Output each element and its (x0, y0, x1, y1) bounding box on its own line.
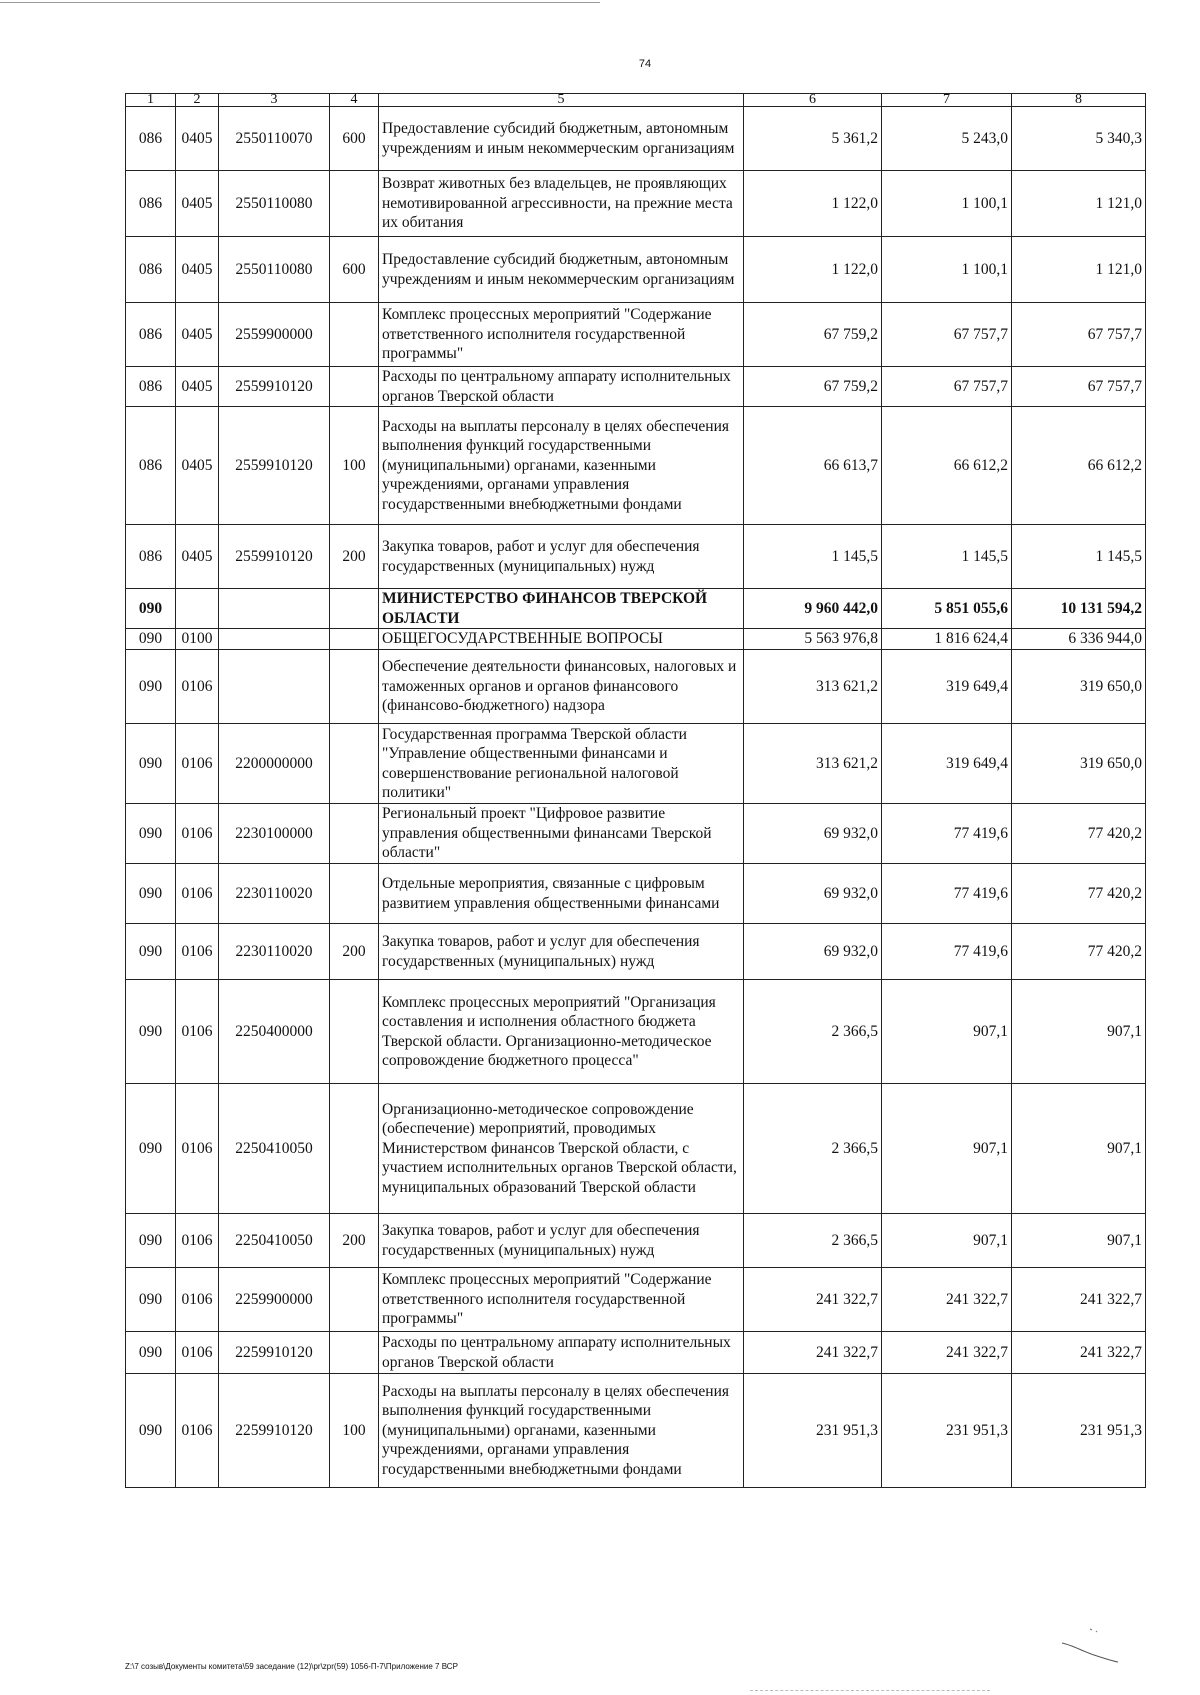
expense-type-cell (330, 650, 379, 724)
table-row (126, 864, 1146, 924)
header-col-1: 1 (126, 94, 176, 107)
amount-col-7-cell: 319 649,4 (882, 650, 1012, 724)
table-row (126, 1084, 1146, 1214)
expense-type-cell: 600 (330, 237, 379, 303)
description-cell: Расходы на выплаты персоналу в целях обеспечения выполнения функций государственными (муниципальными) органами, казенными учреждениями, органами управления государственными внебюджетными фондами (379, 1374, 744, 1488)
section-code-cell (176, 589, 219, 629)
amount-col-7-cell: 907,1 (882, 1214, 1012, 1268)
kvsr-code-cell: 090 (126, 1374, 176, 1488)
description-cell: Предоставление субсидий бюджетным, автономным учреждениям и иным некоммерческим организациям (379, 237, 744, 303)
amount-col-6-cell: 67 759,2 (744, 367, 882, 407)
amount-col-7-cell: 231 951,3 (882, 1374, 1012, 1488)
table-row (126, 303, 1146, 367)
target-article-cell: 2550110080 (219, 171, 330, 237)
amount-col-6-cell: 1 122,0 (744, 171, 882, 237)
section-code-cell: 0106 (176, 864, 219, 924)
kvsr-code-cell: 090 (126, 724, 176, 804)
expense-type-cell (330, 1268, 379, 1332)
amount-col-7-cell: 241 322,7 (882, 1268, 1012, 1332)
amount-col-8-cell: 907,1 (1012, 1084, 1146, 1214)
kvsr-code-cell: 086 (126, 171, 176, 237)
amount-col-7-cell: 907,1 (882, 1084, 1012, 1214)
kvsr-code-cell: 090 (126, 1268, 176, 1332)
expense-type-cell: 200 (330, 1214, 379, 1268)
table-row (126, 629, 1146, 650)
table-header-row (126, 94, 1146, 107)
amount-col-6-cell: 67 759,2 (744, 303, 882, 367)
target-article-cell: 2230110020 (219, 924, 330, 980)
target-article-cell: 2550110070 (219, 107, 330, 171)
kvsr-code-cell: 086 (126, 367, 176, 407)
description-cell: Отдельные мероприятия, связанные с цифровым развитием управления общественными финансами (379, 864, 744, 924)
expense-type-cell: 100 (330, 407, 379, 525)
table-row (126, 589, 1146, 629)
table-row (126, 1332, 1146, 1374)
amount-col-8-cell: 66 612,2 (1012, 407, 1146, 525)
section-code-cell: 0405 (176, 171, 219, 237)
kvsr-code-cell: 090 (126, 924, 176, 980)
scan-bottom-rule (750, 1690, 990, 1691)
amount-col-7-cell: 1 816 624,4 (882, 629, 1012, 650)
amount-col-7-cell: 319 649,4 (882, 724, 1012, 804)
amount-col-7-cell: 1 100,1 (882, 237, 1012, 303)
amount-col-8-cell: 907,1 (1012, 1214, 1146, 1268)
target-article-cell (219, 629, 330, 650)
amount-col-6-cell: 241 322,7 (744, 1268, 882, 1332)
description-cell: Предоставление субсидий бюджетным, автономным учреждениям и иным некоммерческим организациям (379, 107, 744, 171)
amount-col-6-cell: 2 366,5 (744, 1084, 882, 1214)
amount-col-8-cell: 67 757,7 (1012, 303, 1146, 367)
description-cell: Закупка товаров, работ и услуг для обеспечения государственных (муниципальных) нужд (379, 1214, 744, 1268)
table-row (126, 724, 1146, 804)
amount-col-6-cell: 69 932,0 (744, 864, 882, 924)
description-cell: Расходы на выплаты персоналу в целях обеспечения выполнения функций государственными (муниципальными) органами, казенными учреждениями, органами управления государственными внебюджетными фондами (379, 407, 744, 525)
header-col-4: 4 (330, 94, 379, 107)
description-cell: Комплекс процессных мероприятий "Содержание ответственного исполнителя государственной программы" (379, 303, 744, 367)
target-article-cell (219, 650, 330, 724)
description-cell: Комплекс процессных мероприятий "Организация составления и исполнения областного бюджета Тверской области. Организационно-методическое сопровождение бюджетного процесса" (379, 980, 744, 1084)
description-cell: ОБЩЕГОСУДАРСТВЕННЫЕ ВОПРОСЫ (379, 629, 744, 650)
description-cell: Расходы по центральному аппарату исполнительных органов Тверской области (379, 1332, 744, 1374)
section-code-cell: 0106 (176, 1214, 219, 1268)
amount-col-7-cell: 5 243,0 (882, 107, 1012, 171)
header-col-2: 2 (176, 94, 219, 107)
amount-col-8-cell: 1 121,0 (1012, 171, 1146, 237)
expense-type-cell: 100 (330, 1374, 379, 1488)
expense-type-cell (330, 367, 379, 407)
target-article-cell: 2250410050 (219, 1214, 330, 1268)
expense-type-cell: 200 (330, 924, 379, 980)
amount-col-8-cell: 67 757,7 (1012, 367, 1146, 407)
target-article-cell: 2559910120 (219, 525, 330, 589)
target-article-cell: 2230110020 (219, 864, 330, 924)
section-code-cell: 0405 (176, 407, 219, 525)
description-cell: Организационно-методическое сопровождение (обеспечение) мероприятий, проводимых Министерством финансов Тверской области, с участием исполнительных органов Тверской области, муниципальных образований Тверской области (379, 1084, 744, 1214)
target-article-cell: 2559910120 (219, 407, 330, 525)
kvsr-code-cell: 090 (126, 804, 176, 864)
target-article-cell: 2230100000 (219, 804, 330, 864)
table-row (126, 525, 1146, 589)
amount-col-7-cell: 907,1 (882, 980, 1012, 1084)
amount-col-6-cell: 5 361,2 (744, 107, 882, 171)
amount-col-8-cell: 241 322,7 (1012, 1268, 1146, 1332)
expense-type-cell (330, 864, 379, 924)
kvsr-code-cell: 090 (126, 1332, 176, 1374)
expense-type-cell (330, 724, 379, 804)
amount-col-6-cell: 313 621,2 (744, 724, 882, 804)
kvsr-code-cell: 090 (126, 980, 176, 1084)
description-cell: Комплекс процессных мероприятий "Содержание ответственного исполнителя государственной программы" (379, 1268, 744, 1332)
section-code-cell: 0405 (176, 525, 219, 589)
amount-col-6-cell: 241 322,7 (744, 1332, 882, 1374)
expense-type-cell (330, 804, 379, 864)
description-cell: Региональный проект "Цифровое развитие управления общественными финансами Тверской области" (379, 804, 744, 864)
kvsr-code-cell: 090 (126, 629, 176, 650)
amount-col-8-cell: 10 131 594,2 (1012, 589, 1146, 629)
page-number: 74 (638, 58, 652, 70)
expense-type-cell (330, 303, 379, 367)
description-cell: Расходы по центральному аппарату исполнительных органов Тверской области (379, 367, 744, 407)
expense-type-cell: 200 (330, 525, 379, 589)
handwritten-mark (1060, 1625, 1120, 1665)
amount-col-7-cell: 66 612,2 (882, 407, 1012, 525)
amount-col-6-cell: 1 145,5 (744, 525, 882, 589)
section-code-cell: 0405 (176, 237, 219, 303)
amount-col-7-cell: 1 100,1 (882, 171, 1012, 237)
expense-type-cell: 600 (330, 107, 379, 171)
header-col-3: 3 (219, 94, 330, 107)
section-code-cell: 0405 (176, 303, 219, 367)
amount-col-6-cell: 313 621,2 (744, 650, 882, 724)
section-code-cell: 0106 (176, 924, 219, 980)
kvsr-code-cell: 090 (126, 864, 176, 924)
table-row (126, 804, 1146, 864)
table-row (126, 1268, 1146, 1332)
kvsr-code-cell: 090 (126, 1214, 176, 1268)
kvsr-code-cell: 090 (126, 650, 176, 724)
amount-col-8-cell: 77 420,2 (1012, 804, 1146, 864)
section-code-cell: 0106 (176, 724, 219, 804)
kvsr-code-cell: 086 (126, 407, 176, 525)
amount-col-6-cell: 231 951,3 (744, 1374, 882, 1488)
expense-type-cell (330, 980, 379, 1084)
description-cell: Обеспечение деятельности финансовых, налоговых и таможенных органов и органов финансового (финансово-бюджетного) надзора (379, 650, 744, 724)
amount-col-6-cell: 2 366,5 (744, 980, 882, 1084)
amount-col-6-cell: 1 122,0 (744, 237, 882, 303)
table-row (126, 1214, 1146, 1268)
amount-col-8-cell: 231 951,3 (1012, 1374, 1146, 1488)
footer-file-path: Z:\7 созыв\Документы комитета\59 заседание (12)\pr\zpr(59) 1056-П-7\Приложение 7 ВСР (125, 1662, 458, 1671)
expense-type-cell (330, 1332, 379, 1374)
description-cell: МИНИСТЕРСТВО ФИНАНСОВ ТВЕРСКОЙ ОБЛАСТИ (379, 589, 744, 629)
section-code-cell: 0106 (176, 1332, 219, 1374)
kvsr-code-cell: 086 (126, 303, 176, 367)
section-code-cell: 0405 (176, 107, 219, 171)
table-row (126, 107, 1146, 171)
table-row (126, 650, 1146, 724)
expense-type-cell (330, 1084, 379, 1214)
amount-col-6-cell: 2 366,5 (744, 1214, 882, 1268)
amount-col-7-cell: 77 419,6 (882, 804, 1012, 864)
amount-col-8-cell: 6 336 944,0 (1012, 629, 1146, 650)
amount-col-6-cell: 69 932,0 (744, 924, 882, 980)
target-article-cell: 2550110080 (219, 237, 330, 303)
table-row (126, 980, 1146, 1084)
expense-type-cell (330, 629, 379, 650)
kvsr-code-cell: 086 (126, 237, 176, 303)
target-article-cell: 2559900000 (219, 303, 330, 367)
amount-col-7-cell: 67 757,7 (882, 367, 1012, 407)
amount-col-7-cell: 77 419,6 (882, 864, 1012, 924)
target-article-cell: 2259900000 (219, 1268, 330, 1332)
amount-col-8-cell: 907,1 (1012, 980, 1146, 1084)
amount-col-6-cell: 9 960 442,0 (744, 589, 882, 629)
amount-col-7-cell: 77 419,6 (882, 924, 1012, 980)
kvsr-code-cell: 090 (126, 1084, 176, 1214)
amount-col-8-cell: 241 322,7 (1012, 1332, 1146, 1374)
table-row (126, 1374, 1146, 1488)
amount-col-8-cell: 319 650,0 (1012, 650, 1146, 724)
amount-col-7-cell: 241 322,7 (882, 1332, 1012, 1374)
section-code-cell: 0106 (176, 804, 219, 864)
target-article-cell: 2259910120 (219, 1374, 330, 1488)
section-code-cell: 0106 (176, 980, 219, 1084)
scan-top-rule (0, 2, 600, 3)
amount-col-6-cell: 66 613,7 (744, 407, 882, 525)
header-col-6: 6 (744, 94, 882, 107)
section-code-cell: 0405 (176, 367, 219, 407)
amount-col-7-cell: 5 851 055,6 (882, 589, 1012, 629)
description-cell: Закупка товаров, работ и услуг для обеспечения государственных (муниципальных) нужд (379, 924, 744, 980)
amount-col-6-cell: 69 932,0 (744, 804, 882, 864)
target-article-cell: 2250410050 (219, 1084, 330, 1214)
kvsr-code-cell: 086 (126, 107, 176, 171)
table-body (126, 107, 1146, 1488)
table-row (126, 407, 1146, 525)
amount-col-8-cell: 1 145,5 (1012, 525, 1146, 589)
amount-col-6-cell: 5 563 976,8 (744, 629, 882, 650)
header-col-8: 8 (1012, 94, 1146, 107)
section-code-cell: 0106 (176, 1268, 219, 1332)
expense-type-cell (330, 171, 379, 237)
budget-table (125, 93, 1146, 1488)
target-article-cell: 2200000000 (219, 724, 330, 804)
section-code-cell: 0106 (176, 650, 219, 724)
description-cell: Закупка товаров, работ и услуг для обеспечения государственных (муниципальных) нужд (379, 525, 744, 589)
amount-col-8-cell: 77 420,2 (1012, 924, 1146, 980)
expense-type-cell (330, 589, 379, 629)
kvsr-code-cell: 086 (126, 525, 176, 589)
table-row (126, 924, 1146, 980)
target-article-cell: 2259910120 (219, 1332, 330, 1374)
amount-col-8-cell: 5 340,3 (1012, 107, 1146, 171)
section-code-cell: 0106 (176, 1374, 219, 1488)
description-cell: Государственная программа Тверской области "Управление общественными финансами и совершенствование региональной налоговой политики" (379, 724, 744, 804)
description-cell: Возврат животных без владельцев, не проявляющих немотивированной агрессивности, на прежние места их обитания (379, 171, 744, 237)
target-article-cell: 2250400000 (219, 980, 330, 1084)
amount-col-7-cell: 67 757,7 (882, 303, 1012, 367)
amount-col-7-cell: 1 145,5 (882, 525, 1012, 589)
amount-col-8-cell: 319 650,0 (1012, 724, 1146, 804)
target-article-cell: 2559910120 (219, 367, 330, 407)
amount-col-8-cell: 77 420,2 (1012, 864, 1146, 924)
table-row (126, 237, 1146, 303)
table-row (126, 367, 1146, 407)
target-article-cell (219, 589, 330, 629)
kvsr-code-cell: 090 (126, 589, 176, 629)
section-code-cell: 0100 (176, 629, 219, 650)
amount-col-8-cell: 1 121,0 (1012, 237, 1146, 303)
header-col-5: 5 (379, 94, 744, 107)
section-code-cell: 0106 (176, 1084, 219, 1214)
table-row (126, 171, 1146, 237)
header-col-7: 7 (882, 94, 1012, 107)
